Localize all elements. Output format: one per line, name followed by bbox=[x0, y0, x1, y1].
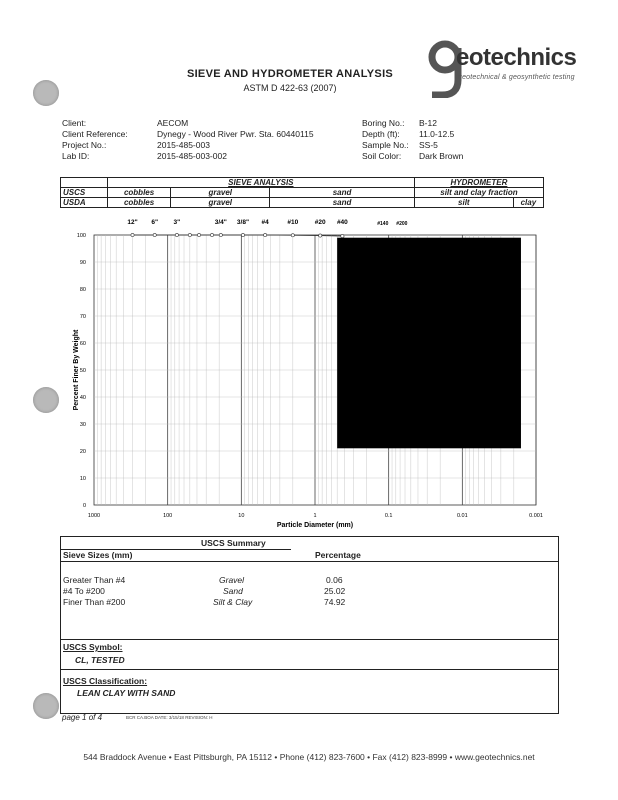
info-label: Client: bbox=[62, 118, 87, 128]
x-tick-label: 1000 bbox=[87, 513, 101, 519]
row-type: Sand bbox=[223, 586, 243, 596]
usda-cobbles: cobbles bbox=[107, 198, 170, 208]
y-tick-label: 30 bbox=[79, 422, 86, 428]
y-tick-label: 80 bbox=[79, 287, 86, 293]
uscs-symbol-label: USCS Symbol: bbox=[63, 642, 123, 652]
revision-fine-print: BCR CA.BOA DATE: 3/15/18 REVISION: H bbox=[126, 715, 213, 720]
sieve-label: #20 bbox=[314, 219, 326, 226]
y-tick-label: 10 bbox=[79, 476, 86, 482]
data-point bbox=[291, 234, 294, 237]
data-point bbox=[175, 233, 178, 236]
grain-size-chart bbox=[40, 212, 580, 532]
redaction-block bbox=[337, 238, 521, 449]
sieve-label: 3" bbox=[173, 219, 181, 226]
sieve-label: #200 bbox=[396, 221, 408, 227]
y-tick-label: 20 bbox=[79, 449, 86, 455]
report-subtitle: ASTM D 422-63 (2007) bbox=[243, 83, 337, 93]
row-type: Silt & Clay bbox=[213, 597, 253, 607]
uscs-label: USCS bbox=[61, 188, 108, 198]
x-tick-label: 1 bbox=[313, 513, 317, 519]
info-label: Soil Color: bbox=[362, 151, 402, 161]
uscs-sand: sand bbox=[270, 188, 415, 198]
y-tick-label: 0 bbox=[82, 503, 86, 509]
project-left-labels bbox=[62, 118, 152, 162]
uscs-symbol-value: CL, TESTED bbox=[75, 655, 125, 665]
depth-value: 11.0-12.5 bbox=[419, 129, 455, 139]
row-pct: 25.02 bbox=[324, 586, 346, 596]
y-axis-label: Percent Finer By Weight bbox=[73, 329, 80, 411]
sieve-label: #140 bbox=[377, 221, 389, 227]
info-label: Depth (ft): bbox=[362, 129, 400, 139]
project-number-value: 2015-485-003 bbox=[157, 140, 210, 150]
uscs-classification-value: LEAN CLAY WITH SAND bbox=[77, 688, 176, 698]
client-reference-value: Dynegy - Wood River Pwr. Sta. 60440115 bbox=[157, 129, 314, 139]
x-axis-label: Particle Diameter (mm) bbox=[276, 522, 354, 529]
sieve-label: #40 bbox=[336, 219, 348, 226]
sieve-label-row bbox=[127, 219, 407, 227]
row-range: #4 To #200 bbox=[63, 586, 105, 596]
sieve-label: 6" bbox=[151, 219, 159, 226]
x-tick-label: 0.1 bbox=[384, 513, 393, 519]
data-point bbox=[219, 233, 222, 236]
sieve-label: 12" bbox=[127, 219, 138, 226]
data-point bbox=[210, 233, 213, 236]
sieve-analysis-header: SIEVE ANALYSIS bbox=[107, 178, 414, 188]
data-point bbox=[241, 233, 244, 236]
info-label: Boring No.: bbox=[362, 118, 405, 128]
y-tick-label: 40 bbox=[79, 395, 86, 401]
data-point bbox=[153, 233, 156, 236]
usda-gravel: gravel bbox=[171, 198, 270, 208]
data-series bbox=[131, 233, 344, 237]
x-tick-label: 0.001 bbox=[529, 513, 543, 519]
classification-table bbox=[60, 177, 544, 208]
row-pct: 0.06 bbox=[326, 575, 343, 585]
sieve-label: 3/4" bbox=[214, 219, 227, 226]
logo-tagline: geotechnical & geosynthetic testing bbox=[458, 74, 575, 81]
y-tick-label: 60 bbox=[79, 341, 86, 347]
uscs-cobbles: cobbles bbox=[107, 188, 170, 198]
usda-sand: sand bbox=[270, 198, 415, 208]
row-pct: 74.92 bbox=[324, 597, 346, 607]
usda-silt: silt bbox=[414, 198, 513, 208]
row-range: Finer Than #200 bbox=[63, 597, 126, 607]
data-point bbox=[319, 234, 322, 237]
y-tick-label: 50 bbox=[79, 368, 86, 374]
uscs-silt-clay: silt and clay fraction bbox=[414, 188, 543, 198]
usda-label: USDA bbox=[61, 198, 108, 208]
info-label: Sample No.: bbox=[362, 140, 409, 150]
report-title: SIEVE AND HYDROMETER ANALYSIS bbox=[186, 68, 394, 80]
page-number: page 1 of 4 bbox=[62, 713, 103, 722]
row-range: Greater Than #4 bbox=[63, 575, 126, 585]
soil-color-value: Dark Brown bbox=[419, 151, 464, 161]
usda-clay: clay bbox=[513, 198, 543, 208]
project-left-values bbox=[157, 118, 357, 162]
y-tick-label: 100 bbox=[76, 233, 86, 239]
lab-id-value: 2015-485-003-002 bbox=[157, 151, 227, 161]
summary-heading: USCS Summary bbox=[201, 538, 266, 548]
y-tick-label: 70 bbox=[79, 314, 86, 320]
x-tick-label: 10 bbox=[238, 513, 245, 519]
footer-address: 544 Braddock Avenue • East Pittsburgh, PA 15112 • Phone (412) 823-7600 • Fax (412) 823-8999 • www.geotechnics.net bbox=[83, 752, 535, 762]
data-point bbox=[341, 234, 344, 237]
sieve-label: 3/8" bbox=[236, 219, 250, 226]
row-type: Gravel bbox=[219, 575, 245, 585]
boring-number-value: B-12 bbox=[419, 118, 437, 128]
binder-hole-bottom bbox=[33, 693, 59, 719]
x-tick-label: 100 bbox=[163, 513, 173, 519]
info-label: Project No.: bbox=[62, 140, 107, 150]
data-point bbox=[197, 233, 200, 236]
data-point bbox=[264, 233, 267, 236]
project-right-labels bbox=[362, 118, 422, 162]
uscs-gravel: gravel bbox=[171, 188, 270, 198]
info-label: Client Reference: bbox=[62, 129, 128, 139]
project-right-values bbox=[419, 118, 509, 162]
sieve-label: #10 bbox=[287, 219, 299, 226]
summary-col2: Percentage bbox=[315, 550, 361, 560]
info-label: Lab ID: bbox=[62, 151, 90, 161]
sieve-label: #4 bbox=[261, 219, 269, 226]
x-tick-label: 0.01 bbox=[456, 513, 468, 519]
client-value: AECOM bbox=[157, 118, 189, 128]
uscs-classification-label: USCS Classification: bbox=[63, 676, 148, 686]
summary-col1: Sieve Sizes (mm) bbox=[63, 550, 133, 560]
data-point bbox=[188, 233, 191, 236]
data-point bbox=[131, 233, 134, 236]
gradation-curve bbox=[133, 235, 343, 236]
logo-word: eotechnics bbox=[456, 44, 577, 71]
y-tick-label: 90 bbox=[79, 260, 86, 266]
uscs-summary-box bbox=[60, 536, 559, 714]
hydrometer-header: HYDROMETER bbox=[414, 178, 543, 188]
sample-number-value: SS-5 bbox=[419, 140, 438, 150]
